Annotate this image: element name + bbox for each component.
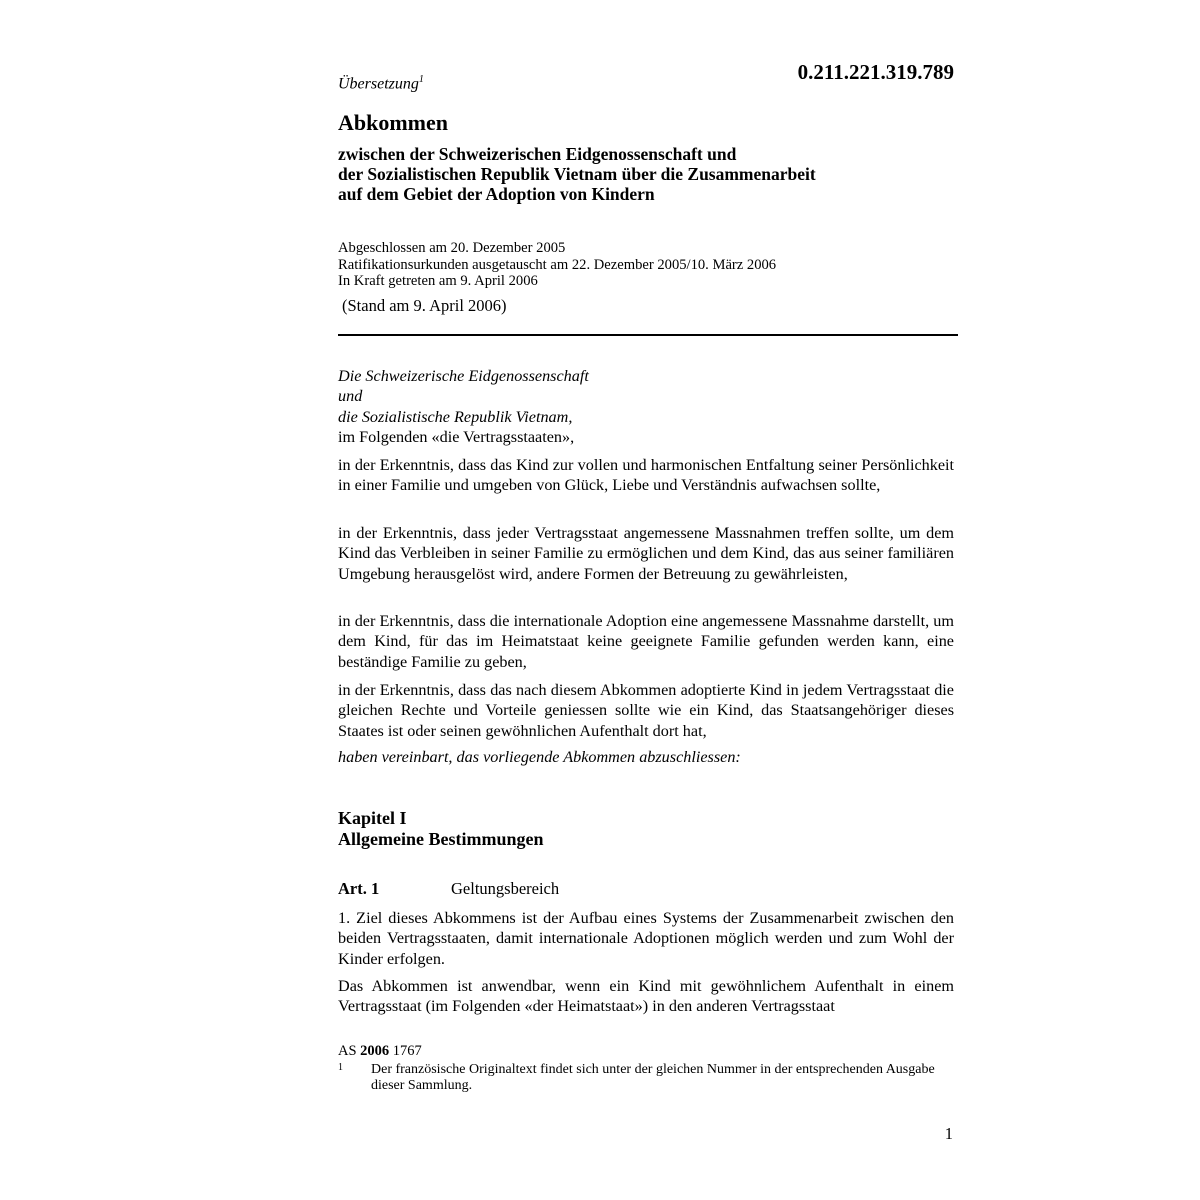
parties-reference: im Folgenden «die Vertragsstaaten»,: [338, 427, 575, 446]
document-subtitle: [338, 144, 958, 204]
page-number: 1: [944, 1124, 953, 1143]
party-vietnam: die Sozialistische Republik Vietnam,: [338, 407, 573, 426]
translation-label: [338, 74, 424, 93]
article-title: Geltungsbereich: [451, 879, 560, 898]
as-page: 1767: [392, 1043, 422, 1059]
party-switzerland: Die Schweizerische Eidgenossenschaft: [338, 367, 589, 385]
preamble-parties: [338, 366, 954, 447]
preamble-paragraph: in der Erkenntnis, dass jeder Vertragsstaat angemessene Massnahmen treffen sollte, um dem Kind das Verbleiben in seiner Familie zu ermöglichen und dem Kind, das aus seiner familiären Umgebung herausgelöst wird, andere Formen der Betreuung zu gewährleisten,: [338, 524, 954, 583]
article-number: Art. 1: [338, 879, 380, 898]
as-year: 2006: [360, 1043, 390, 1059]
subtitle-line: zwischen der Schweizerischen Eidgenossenschaft und: [338, 144, 737, 164]
as-prefix: AS: [338, 1043, 357, 1059]
footnote: [338, 1062, 950, 1094]
footnote-reference[interactable]: 1: [418, 74, 424, 85]
subtitle-line: der Sozialistischen Republik Vietnam über die Zusammenarbeit: [338, 164, 816, 184]
subtitle-line: auf dem Gebiet der Adoption von Kindern: [338, 184, 655, 204]
footnote-text: Der französische Originaltext findet sich unter der gleichen Nummer in der entsprechenden Ausgabe dieser Sammlung.: [371, 1062, 935, 1093]
treaty-metadata: [338, 240, 776, 290]
footnote-mark: 1: [338, 1062, 343, 1073]
in-force-date: In Kraft getreten am 9. April 2006: [338, 273, 538, 289]
article-heading: [338, 879, 559, 899]
official-collection-reference: [338, 1043, 422, 1060]
chapter-heading: [338, 808, 543, 850]
chapter-number: Kapitel I: [338, 808, 407, 828]
translation-text: Übersetzung: [338, 75, 419, 93]
status-date: (Stand am 9. April 2006): [342, 296, 507, 315]
preamble-paragraph: in der Erkenntnis, dass die internationale Adoption eine angemessene Massnahme darstellt, um dem Kind, für das im Heimatstaat keine geeignete Familie gefunden werden kann, eine beständige Familie zu geben,: [338, 612, 954, 671]
chapter-title: Allgemeine Bestimmungen: [338, 829, 544, 849]
preamble-paragraph: in der Erkenntnis, dass das nach diesem Abkommen adoptierte Kind in jedem Vertragsstaat die gleichen Rechte und Vorteile geniessen sollte wie ein Kind, das Staatsangehöriger dieses Staates ist oder seinen gewöhnlichen Aufenthalt dort hat,: [338, 681, 954, 740]
ratification-date: Ratifikationsurkunden ausgetauscht am 22. Dezember 2005/10. März 2006: [338, 256, 777, 273]
conjunction: und: [338, 387, 363, 406]
preamble-closing: haben vereinbart, das vorliegende Abkommen abzuschliessen:: [338, 748, 741, 766]
article-paragraph: Das Abkommen ist anwendbar, wenn ein Kind mit gewöhnlichem Aufenthalt in einem Vertragsstaat (im Folgenden «der Heimatstaat») in den anderen Vertragsstaat: [338, 977, 954, 1016]
document-title: Abkommen: [338, 110, 449, 135]
article-paragraph: 1. Ziel dieses Abkommens ist der Aufbau eines Systems der Zusammenarbeit zwischen den beiden Vertragsstaaten, damit internationale Adoptionen möglich werden und zum Wohl der Kinder erfolgen.: [338, 909, 954, 968]
divider: [338, 334, 958, 336]
concluded-date: Abgeschlossen am 20. Dezember 2005: [338, 240, 566, 256]
preamble-paragraph: in der Erkenntnis, dass das Kind zur vollen und harmonischen Entfaltung seiner Persönlichkeit in einer Familie und umgeben von Glück, Liebe und Verständnis aufwachsen sollte,: [338, 456, 954, 495]
sr-number: 0.211.221.319.789: [797, 60, 954, 84]
